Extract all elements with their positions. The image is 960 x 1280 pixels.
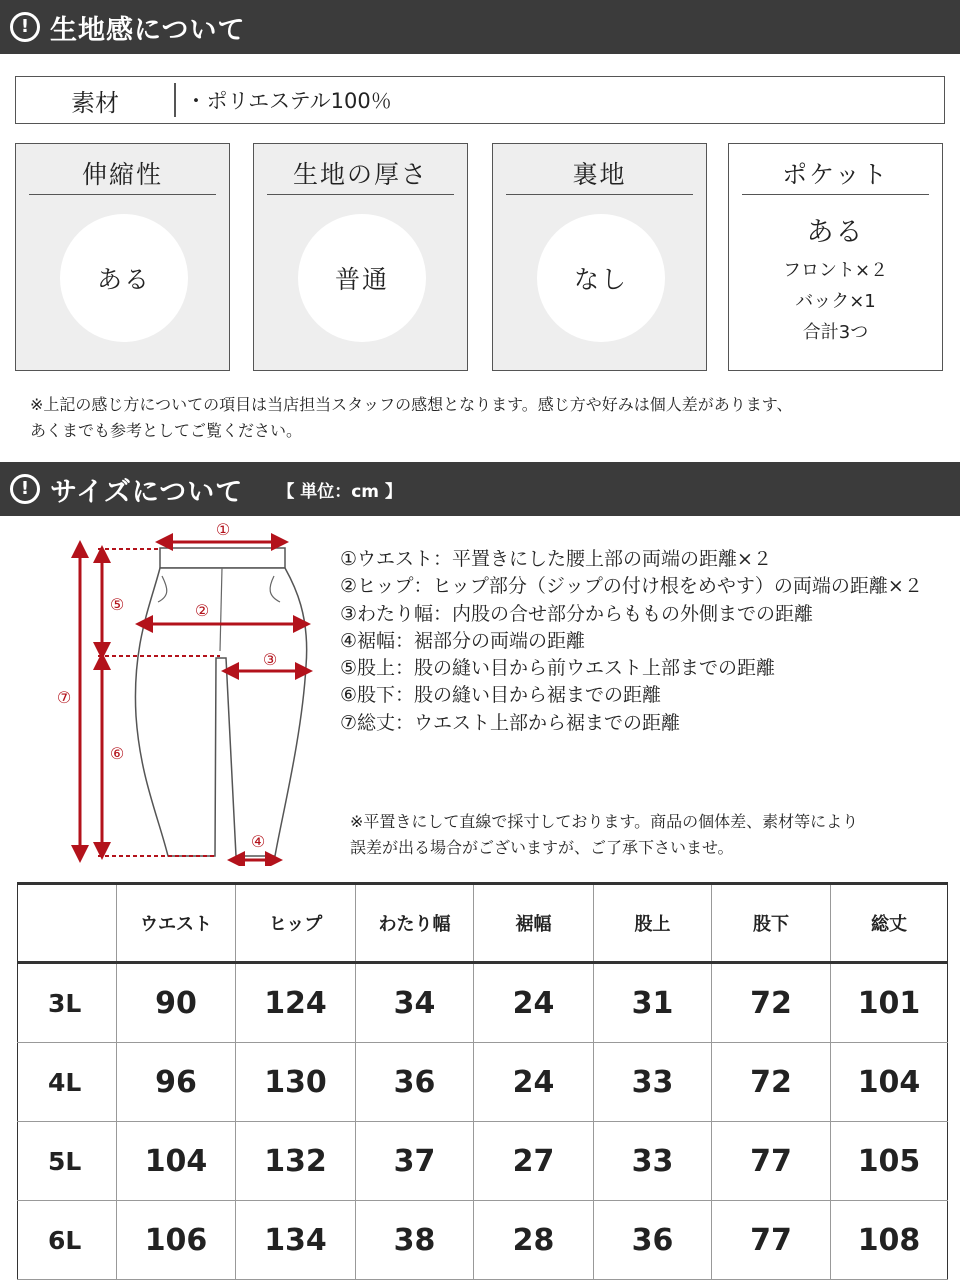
desc-hip: ②ヒップ：ヒップ部分（ジップの付け根をめやす）の両端の距離×２: [340, 575, 923, 598]
table-cell: 24: [474, 1043, 594, 1122]
table-cell: 105: [831, 1122, 948, 1201]
fabric-section-title: 生地感について: [50, 14, 246, 46]
table-cell: 106: [117, 1201, 236, 1280]
header-waist: ウエスト: [117, 884, 236, 963]
stretch-box: [15, 143, 230, 371]
desc-inseam: ⑥股下：股の縫い目から裾までの距離: [340, 684, 662, 707]
table-cell: 108: [831, 1201, 948, 1280]
material-label: 素材: [71, 88, 119, 117]
measurement-descriptions: [340, 546, 923, 737]
size-section-title: サイズについて: [50, 476, 244, 508]
header-hem: 裾幅: [474, 884, 594, 963]
table-cell: 36: [356, 1043, 474, 1122]
diagram-label-waist: ①: [215, 520, 231, 539]
lining-value: なし: [537, 214, 665, 342]
table-row: [18, 963, 948, 1043]
table-cell: 134: [236, 1201, 356, 1280]
diagram-label-hip: ②: [194, 601, 210, 620]
fabric-note-line: ※上記の感じ方についての項目は当店担当スタッフの感想となります。感じ方や好みは個人差があります、: [30, 395, 793, 414]
table-cell: 72: [712, 1043, 831, 1122]
table-cell: 27: [474, 1122, 594, 1201]
size-unit: 【 単位：cm 】: [277, 481, 402, 502]
table-cell: 31: [594, 963, 712, 1043]
lining-box: [492, 143, 707, 371]
table-cell: 72: [712, 963, 831, 1043]
material-value: ・ポリエステル100％: [185, 89, 392, 113]
table-header-row: [18, 884, 948, 963]
table-row: [18, 1201, 948, 1280]
table-cell: 104: [117, 1122, 236, 1201]
desc-length: ⑦総丈：ウエスト上部から裾までの距離: [340, 711, 681, 734]
size-label: 6L: [18, 1201, 117, 1280]
measurement-note-line: 誤差が出る場合がございますが、ご了承下さいませ。: [350, 838, 734, 857]
header-hip: ヒップ: [236, 884, 356, 963]
material-divider: [174, 83, 176, 117]
table-cell: 28: [474, 1201, 594, 1280]
table-cell: 130: [236, 1043, 356, 1122]
diagram-label-inseam: ⑥: [109, 744, 125, 763]
table-cell: 77: [712, 1122, 831, 1201]
table-cell: 33: [594, 1043, 712, 1122]
desc-waist: ①ウエスト：平置きにした腰上部の両端の距離×２: [340, 548, 772, 570]
table-cell: 96: [117, 1043, 236, 1122]
measurement-note-line: ※平置きにして直線で採寸しております。商品の個体差、素材等により: [350, 812, 859, 831]
pocket-value: ある: [806, 217, 865, 248]
table-cell: 90: [117, 963, 236, 1043]
stretch-value: ある: [60, 214, 188, 342]
exclamation-icon: !: [10, 474, 40, 504]
size-section-header: [0, 462, 960, 516]
fabric-note: [30, 392, 793, 444]
size-table: [17, 882, 948, 1280]
table-cell: 38: [356, 1201, 474, 1280]
table-cell: 36: [594, 1201, 712, 1280]
pants-measurement-diagram: [40, 516, 330, 866]
table-row: [18, 1043, 948, 1122]
thickness-box: [253, 143, 468, 371]
table-cell: 24: [474, 963, 594, 1043]
table-cell: 124: [236, 963, 356, 1043]
material-row: [15, 76, 945, 124]
waistband-outline: [160, 548, 285, 568]
table-cell: 34: [356, 963, 474, 1043]
size-label: 3L: [18, 963, 117, 1043]
desc-thigh: ③わたり幅：内股の合せ部分からももの外側までの距離: [340, 602, 814, 625]
table-cell: 101: [831, 963, 948, 1043]
pocket-title: ポケット: [742, 156, 929, 195]
fabric-section-header: [0, 0, 960, 54]
size-label: 5L: [18, 1122, 117, 1201]
diagram-label-thigh: ③: [262, 650, 278, 669]
size-label: 4L: [18, 1043, 117, 1122]
diagram-label-length: ⑦: [56, 688, 72, 707]
fabric-note-line: あくまでも参考としてご覧ください。: [30, 421, 303, 440]
exclamation-icon: !: [10, 12, 40, 42]
header-cell: [18, 884, 117, 963]
measurement-note: [350, 809, 858, 861]
header-inseam: 股下: [712, 884, 831, 963]
pocket-total: 合計3つ: [802, 322, 869, 343]
header-length: 総丈: [831, 884, 948, 963]
table-cell: 33: [594, 1122, 712, 1201]
header-rise: 股上: [594, 884, 712, 963]
table-row: [18, 1122, 948, 1201]
stretch-title: 伸縮性: [29, 156, 216, 195]
thickness-title: 生地の厚さ: [267, 156, 454, 195]
header-thigh: わたり幅: [356, 884, 474, 963]
table-cell: 104: [831, 1043, 948, 1122]
table-cell: 132: [236, 1122, 356, 1201]
lining-title: 裏地: [506, 156, 693, 195]
diagram-label-rise: ⑤: [109, 595, 125, 614]
table-cell: 37: [356, 1122, 474, 1201]
pocket-front: フロント×２: [782, 260, 889, 281]
pocket-back: バック×1: [795, 291, 876, 312]
table-cell: 77: [712, 1201, 831, 1280]
thickness-value: 普通: [298, 214, 426, 342]
desc-rise: ⑤股上：股の縫い目から前ウエスト上部までの距離: [340, 657, 776, 680]
desc-hem: ④裾幅：裾部分の両端の距離: [340, 629, 586, 652]
pocket-details: [729, 210, 942, 348]
diagram-label-hem: ④: [250, 832, 266, 851]
pocket-box: [728, 143, 943, 371]
